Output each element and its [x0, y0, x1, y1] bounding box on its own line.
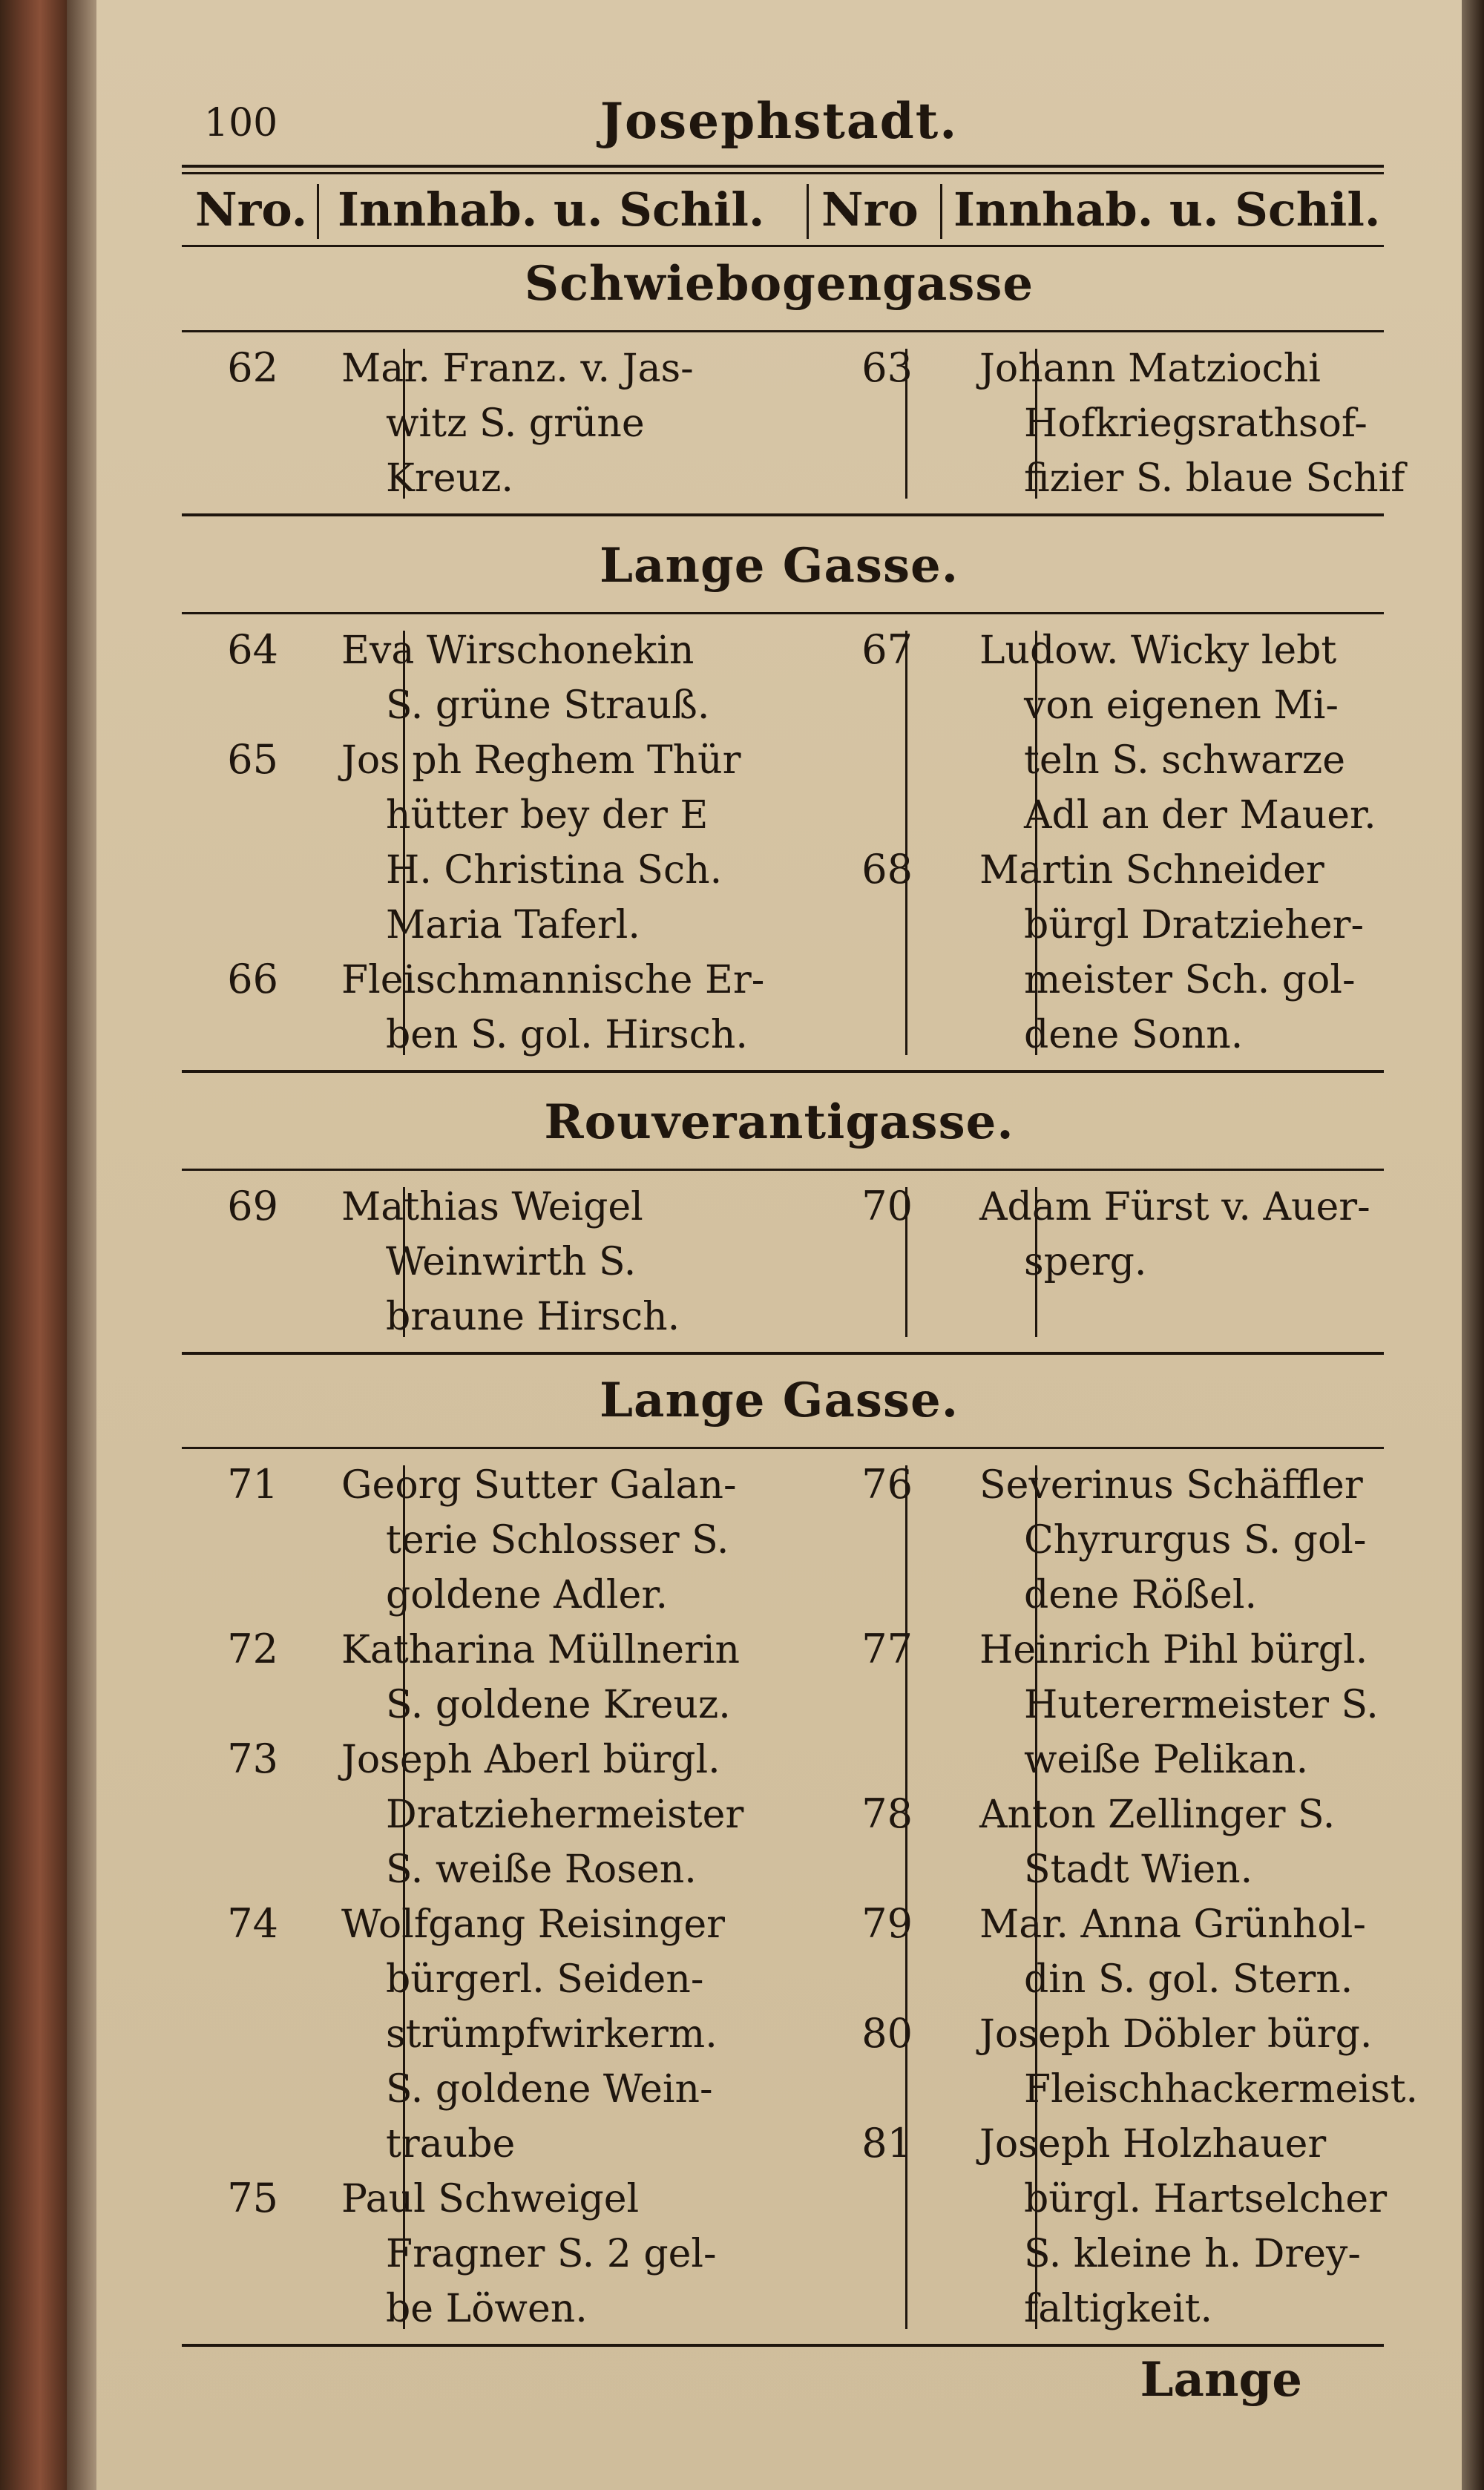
- entry-line: Kreuz.: [386, 456, 513, 501]
- entry-line: Mar. Anna Grünhol-: [979, 1902, 1366, 1947]
- page-header: [96, 89, 1462, 156]
- entry-line: S. weiße Rosen.: [386, 1847, 697, 1892]
- col-inhaber-right: Innhab. u. Schil.: [953, 183, 1381, 237]
- header-rule-top: [182, 165, 1384, 168]
- entry-line: Wolfgang Reisinger: [341, 1902, 725, 1947]
- entry-line: Ludow. Wicky lebt: [979, 628, 1337, 673]
- house-number: 79: [861, 1900, 913, 1947]
- entry-line: Mar. Franz. v. Jas-: [341, 346, 694, 391]
- col-divider: [807, 184, 809, 239]
- house-number: 62: [227, 344, 278, 391]
- house-number: 78: [861, 1790, 913, 1837]
- entry-line: Severinus Schäffler: [979, 1463, 1363, 1508]
- resident-entry: [341, 341, 694, 506]
- entry-line: Mathias Weigel: [341, 1185, 643, 1229]
- resident-entry: [979, 1458, 1366, 1623]
- col-inhaber-left: Innhab. u. Schil.: [338, 183, 765, 237]
- resident-entry: [341, 733, 741, 953]
- page-edge-right: [1462, 0, 1484, 2490]
- entry-line: S. goldene Wein-: [386, 2067, 713, 2112]
- street-heading: Rouverantigasse.: [544, 1094, 1014, 1150]
- house-number: 77: [861, 1626, 913, 1672]
- col-nr-left: Nro.: [195, 183, 308, 237]
- entry-line: Anton Zellinger S.: [979, 1793, 1336, 1837]
- entry-line: Heinrich Pihl bürgl.: [979, 1628, 1368, 1672]
- entry-line: traube: [386, 2122, 516, 2167]
- column-divider: [905, 1187, 907, 1337]
- column-header-rule: [182, 245, 1384, 247]
- entry-line: be Löwen.: [386, 2287, 588, 2331]
- entry-line: bürgl Dratzieher-: [1024, 903, 1365, 947]
- entry-line: Fragner S. 2 gel-: [386, 2232, 717, 2276]
- running-title: Josephstadt.: [600, 92, 959, 150]
- street-heading: Schwiebogengasse: [524, 256, 1034, 312]
- header-rule-bottom: [182, 172, 1384, 174]
- entry-line: weiße Pelikan.: [1024, 1738, 1309, 1782]
- resident-entry: [979, 623, 1376, 843]
- entry-line: Georg Sutter Galan-: [341, 1463, 737, 1508]
- column-divider: [905, 349, 907, 499]
- entry-line: Johann Matziochi: [979, 346, 1321, 391]
- house-number: 71: [227, 1461, 278, 1508]
- entry-line: fizier S. blaue Schif: [1024, 456, 1405, 501]
- resident-entry: [979, 1180, 1370, 1290]
- house-number: 80: [861, 2010, 913, 2057]
- entry-line: Fleischmannische Er-: [341, 958, 765, 1002]
- entry-line: Martin Schneider: [979, 848, 1324, 893]
- resident-entry: [979, 2117, 1387, 2336]
- resident-entry: [979, 1787, 1335, 1897]
- book-spine: [0, 0, 67, 2490]
- house-number: 73: [227, 1735, 278, 1782]
- entry-line: goldene Adler.: [386, 1573, 668, 1617]
- resident-entry: [341, 1180, 680, 1344]
- entry-line: S. kleine h. Drey-: [1024, 2232, 1361, 2276]
- house-number: 76: [861, 1461, 913, 1508]
- resident-entry: [979, 2007, 1418, 2117]
- resident-entry: [341, 1458, 737, 1623]
- house-number: 72: [227, 1626, 278, 1672]
- entry-line: Adl an der Mauer.: [1024, 793, 1376, 838]
- entry-line: dene Sonn.: [1024, 1013, 1244, 1057]
- house-number: 66: [227, 956, 278, 1002]
- entry-line: braune Hirsch.: [386, 1295, 680, 1339]
- resident-entry: [341, 623, 709, 733]
- house-number: 68: [861, 846, 913, 893]
- resident-entry: [979, 341, 1405, 506]
- section-end-rule: [182, 513, 1384, 516]
- house-number: 75: [227, 2175, 278, 2221]
- page-number: 100: [204, 101, 278, 145]
- entry-line: Katharina Müllnerin: [341, 1628, 740, 1672]
- house-number: 63: [861, 344, 913, 391]
- section-rule: [182, 1169, 1384, 1171]
- entry-line: terie Schlosser S.: [386, 1518, 729, 1563]
- entry-line: Joseph Aberl bürgl.: [341, 1738, 720, 1782]
- entry-line: von eigenen Mi-: [1024, 683, 1339, 728]
- entry-line: S. goldene Kreuz.: [386, 1683, 731, 1727]
- entry-line: bürgerl. Seiden-: [386, 1957, 704, 2002]
- house-number: 74: [227, 1900, 278, 1947]
- column-divider: [403, 631, 405, 1055]
- entry-line: strümpfwirkerm.: [386, 2012, 718, 2057]
- entry-line: Eva Wirschonekin: [341, 628, 695, 673]
- entry-line: Huterermeister S.: [1024, 1683, 1379, 1727]
- section-end-rule: [182, 2344, 1384, 2347]
- section-end-rule: [182, 1352, 1384, 1355]
- entry-line: Joseph Holzhauer: [979, 2122, 1327, 2167]
- entry-line: Joseph Döbler bürg.: [979, 2012, 1373, 2057]
- entry-line: Chyrurgus S. gol-: [1024, 1518, 1367, 1563]
- column-divider: [905, 631, 907, 1055]
- entry-line: dene Rößel.: [1024, 1573, 1257, 1617]
- entry-line: ben S. gol. Hirsch.: [386, 1013, 748, 1057]
- column-divider: [403, 1187, 405, 1337]
- entry-line: Fleischhackermeist.: [1024, 2067, 1418, 2112]
- resident-entry: [341, 1732, 743, 1897]
- book-page: [96, 0, 1462, 2490]
- entry-line: faltigkeit.: [1024, 2287, 1213, 2331]
- col-nr-right: Nro: [821, 183, 919, 237]
- entry-line: S. grüne Strauß.: [386, 683, 710, 728]
- column-divider: [1035, 631, 1037, 1055]
- entry-line: witz S. grüne: [386, 401, 645, 446]
- entry-line: din S. gol. Stern.: [1024, 1957, 1353, 2002]
- house-number: 70: [861, 1183, 913, 1229]
- column-divider: [1035, 1465, 1037, 2329]
- column-header: [182, 178, 1384, 245]
- street-heading: Lange Gasse.: [600, 1373, 959, 1428]
- entry-line: Adam Fürst v. Auer-: [979, 1185, 1370, 1229]
- column-divider: [905, 1465, 907, 2329]
- column-divider: [403, 349, 405, 499]
- entry-line: Jos ph Reghem Thür: [341, 738, 741, 783]
- house-number: 64: [227, 626, 278, 673]
- section-rule: [182, 1447, 1384, 1449]
- entry-line: H. Christina Sch.: [386, 848, 723, 893]
- resident-entry: [341, 1897, 725, 2172]
- entry-line: hütter bey der E: [386, 793, 709, 838]
- entry-line: Maria Taferl.: [386, 903, 640, 947]
- column-divider: [1035, 1187, 1037, 1337]
- house-number: 67: [861, 626, 913, 673]
- col-divider: [317, 184, 319, 239]
- entry-line: Dratziehermeister: [386, 1793, 744, 1837]
- resident-entry: [979, 1897, 1366, 2007]
- house-number: 81: [861, 2120, 913, 2167]
- street-heading: Lange Gasse.: [600, 538, 959, 594]
- resident-entry: [341, 2172, 717, 2336]
- column-divider: [1035, 349, 1037, 499]
- section-end-rule: [182, 1070, 1384, 1073]
- entry-line: Stadt Wien.: [1024, 1847, 1253, 1892]
- page-edge-left: [67, 0, 96, 2490]
- entry-line: meister Sch. gol-: [1024, 958, 1356, 1002]
- entry-line: sperg.: [1024, 1240, 1147, 1284]
- section-rule: [182, 612, 1384, 614]
- house-number: 65: [227, 736, 278, 783]
- resident-entry: [341, 1623, 740, 1732]
- col-divider: [940, 184, 942, 239]
- entry-line: teln S. schwarze: [1024, 738, 1345, 783]
- entry-line: bürgl. Hartselcher: [1024, 2177, 1388, 2221]
- section-rule: [182, 330, 1384, 332]
- catchword: Lange: [1140, 2352, 1302, 2408]
- column-divider: [403, 1465, 405, 2329]
- entry-line: Hofkriegsrathsof-: [1024, 401, 1368, 446]
- house-number: 69: [227, 1183, 278, 1229]
- resident-entry: [979, 1623, 1379, 1787]
- entry-line: Weinwirth S.: [386, 1240, 637, 1284]
- entry-line: Paul Schweigel: [341, 2177, 640, 2221]
